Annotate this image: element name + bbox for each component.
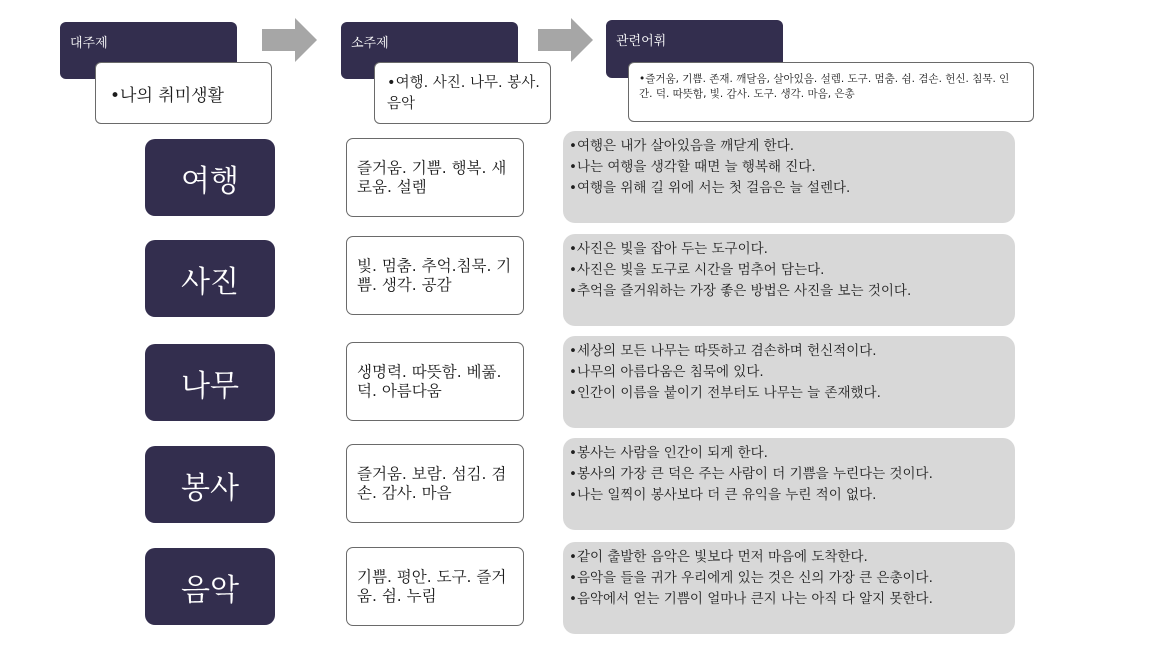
- sentence-item: • 여행을 위해 길 위에 서는 첫 걸음은 늘 설렌다.: [569, 178, 1011, 199]
- right-arrow-icon: [538, 18, 593, 62]
- sentence-item: • 사진은 빛을 잡아 두는 도구이다.: [569, 239, 1011, 260]
- sub-topic-value: • 여행. 사진. 나무. 봉사. 음악: [387, 75, 540, 112]
- right-arrow-icon: [262, 18, 317, 62]
- sentence-item: • 사진은 빛을 도구로 시간을 멈추어 담는다.: [569, 260, 1011, 281]
- sentence-item: • 음악을 들을 귀가 우리에게 있는 것은 신의 가장 큰 은총이다.: [569, 568, 1011, 589]
- sentence-panel: [563, 234, 1015, 326]
- sub-topic-box: [374, 62, 551, 124]
- sentence-panel: [563, 131, 1015, 223]
- sentence-item: • 여행은 내가 살아있음을 깨닫게 한다.: [569, 136, 1011, 157]
- keywords-text: 빛. 멈춤. 추억.침묵. 기쁨. 생각. 공감: [357, 256, 512, 294]
- related-words-label: 관련어휘: [616, 34, 667, 49]
- keywords-text: 생명력. 따뜻함. 베풂. 덕. 아름다움: [357, 362, 502, 400]
- sentence-item: • 세상의 모든 나무는 따뜻하고 겸손하며 헌신적이다.: [569, 341, 1011, 362]
- topic-box: [145, 548, 275, 625]
- sentence-item: • 음악에서 얻는 기쁨이 얼마나 큰지 나는 아직 다 알지 못한다.: [569, 589, 1011, 610]
- related-words-box: [628, 62, 1034, 122]
- keywords-box: [346, 236, 524, 315]
- sentence-item: • 인간이 이름을 붙이기 전부터도 나무는 늘 존재했다.: [569, 383, 1011, 404]
- topic-label: 봉사: [181, 470, 239, 506]
- main-topic-label: 대주제: [70, 36, 108, 51]
- main-topic-value: • 나의 취미생활: [110, 81, 224, 106]
- keywords-box: [346, 342, 524, 421]
- keywords-box: [346, 138, 524, 217]
- sentence-item: • 같이 출발한 음악은 빛보다 먼저 마음에 도착한다.: [569, 547, 1011, 568]
- sentence-item: • 나는 여행을 생각할 때면 늘 행복해 진다.: [569, 157, 1011, 178]
- topic-label: 나무: [181, 368, 239, 404]
- sentence-panel: [563, 336, 1015, 428]
- topic-box: [145, 240, 275, 317]
- topic-label: 여행: [181, 163, 239, 199]
- related-words-value: • 즐거움, 기쁨. 존재. 깨달음, 살아있음. 설렘. 도구. 멈춤. 쉼. 겸손. 헌신. 침묵. 인간. 덕. 따뜻함, 빛. 감사. 도구. 생각. 마음, 은총: [639, 73, 1009, 100]
- sentence-panel: [563, 438, 1015, 530]
- sentence-item: • 봉사는 사람을 인간이 되게 한다.: [569, 443, 1011, 464]
- main-topic-box: [95, 62, 272, 124]
- topic-label: 사진: [181, 264, 239, 300]
- sentence-item: • 나무의 아름다움은 침묵에 있다.: [569, 362, 1011, 383]
- keywords-box: [346, 444, 524, 523]
- keywords-text: 기쁨. 평안. 도구. 즐거움. 쉼. 누림: [357, 567, 507, 605]
- topic-box: [145, 446, 275, 523]
- sentence-item: • 봉사의 가장 큰 덕은 주는 사람이 더 기쁨을 누린다는 것이다.: [569, 464, 1011, 485]
- topic-box: [145, 344, 275, 421]
- sentence-panel: [563, 542, 1015, 634]
- keywords-text: 즐거움. 기쁨. 행복. 새로움. 설렘: [357, 158, 507, 196]
- sub-topic-label: 소주제: [351, 36, 389, 51]
- keywords-box: [346, 547, 524, 626]
- topic-label: 음악: [181, 572, 239, 608]
- topic-box: [145, 139, 275, 216]
- keywords-text: 즐거움. 보람. 섬김. 겸손. 감사. 마음: [357, 464, 507, 502]
- sentence-item: • 나는 일찍이 봉사보다 더 큰 유익을 누린 적이 없다.: [569, 485, 1011, 506]
- sentence-item: • 추억을 즐거워하는 가장 좋은 방법은 사진을 보는 것이다.: [569, 281, 1011, 302]
